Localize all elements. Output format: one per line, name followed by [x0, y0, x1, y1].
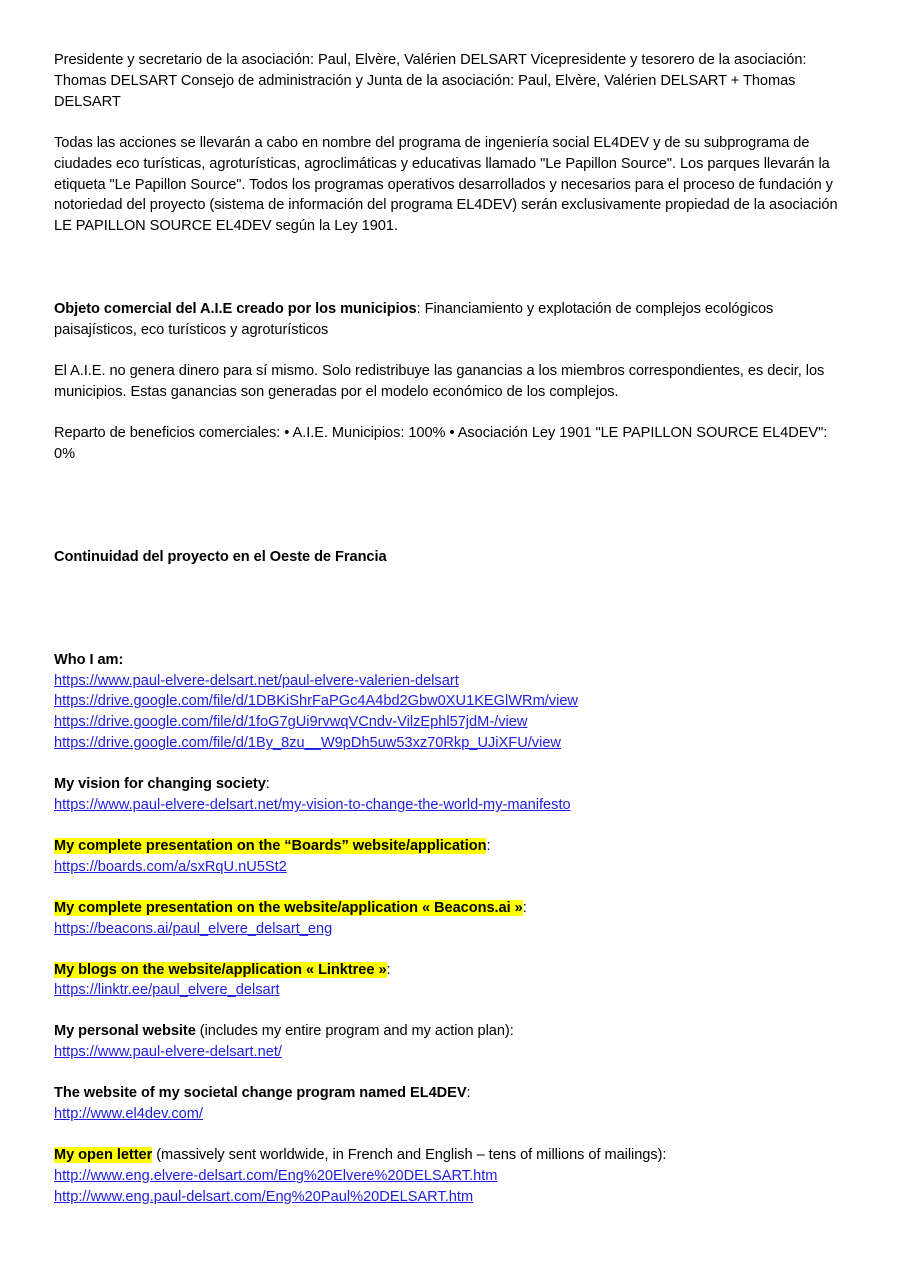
link-row [54, 733, 847, 754]
link-row [54, 919, 847, 940]
spacer [54, 403, 847, 423]
linktree-label: My blogs on the website/application « Linktree » [54, 961, 387, 978]
spacer [54, 568, 847, 630]
spacer [54, 878, 847, 898]
heading-personal-website [54, 1021, 847, 1042]
spacer [54, 940, 847, 960]
heading-boards [54, 836, 847, 857]
link-row [54, 1042, 847, 1063]
link-vision-0[interactable]: https://www.paul-elvere-delsart.net/my-vision-to-change-the-world-my-manifesto [54, 797, 571, 814]
vision-label: My vision for changing society [54, 776, 266, 793]
link-el4dev-website-0[interactable]: http://www.el4dev.com/ [54, 1106, 203, 1123]
link-personal-website-0[interactable]: https://www.paul-elvere-delsart.net/ [54, 1044, 282, 1061]
vision-suffix: : [265, 776, 270, 793]
link-who-i-am-2[interactable]: https://drive.google.com/file/d/1foG7gUi9rvwqVCndv-VilzEphl57jdM-/view [54, 714, 528, 731]
heading-who-i-am: Who I am: [54, 651, 124, 668]
link-row [54, 691, 847, 712]
open-letter-label: My open letter [54, 1147, 153, 1163]
link-open-letter-0[interactable]: http://www.eng.elvere-delsart.com/Eng%20Elvere%20DELSART.htm [54, 1167, 498, 1184]
spacer [54, 1125, 847, 1145]
boards-suffix: : [486, 837, 491, 854]
commercial-object-text: : Financiamiento y explotación de complejos ecológicos paisajísticos, eco turísticos y agroturísticos [54, 301, 774, 339]
spacer [54, 465, 847, 527]
link-open-letter-1[interactable]: http://www.eng.paul-delsart.com/Eng%20Paul%20DELSART.htm [54, 1188, 474, 1205]
link-boards-0[interactable]: https://boards.com/a/sxRqU.nU5St2 [54, 858, 287, 875]
boards-label: My complete presentation on the “Boards” website/application [54, 837, 487, 854]
document-content [54, 50, 847, 1208]
commercial-object-label: Objeto comercial del A.I.E creado por los municipios [54, 301, 417, 318]
spacer [54, 527, 847, 547]
el4dev-website-label: The website of my societal change program named EL4DEV [54, 1085, 467, 1102]
paragraph-actions: Todas las acciones se llevarán a cabo en nombre del programa de ingeniería social EL4DEV y de su subprograma de ciudades eco turísticas, agroturísticas, agroclimáticas y educativas llamado "Le Papillon Source". Los parques llevarán la etiqueta "Le Papillon Source". Todos los programas operativos desarrollados y necesarios para el proceso de fundación y notoriedad del proyecto (sistema de información del programa EL4DEV) serán exclusivamente propiedad de la asociación LE PAPILLON SOURCE EL4DEV según la Ley 1901. [54, 134, 838, 235]
link-row [54, 1166, 847, 1187]
paragraph-officers: Presidente y secretario de la asociación: Paul, Elvère, Valérien DELSART Vicepresidente y tesorero de la asociación: Thomas DELSART Consejo de administración y Junta de la asociación: Paul, Elvère, Valérien DELSART + Thomas DELSART [54, 52, 807, 110]
heading-continuity: Continuidad del proyecto en el Oeste de Francia [54, 548, 387, 565]
paragraph-commercial-object [54, 299, 847, 341]
beacons-suffix: : [522, 899, 527, 916]
spacer [54, 341, 847, 361]
heading-open-letter [54, 1145, 847, 1166]
spacer [54, 1001, 847, 1021]
link-who-i-am-3[interactable]: https://drive.google.com/file/d/1By_8zu__W9pDh5uw53xz70Rkp_UJiXFU/view [54, 735, 561, 752]
heading-el4dev-website [54, 1083, 847, 1104]
spacer [54, 1063, 847, 1083]
link-row [54, 1104, 847, 1125]
link-beacons-0[interactable]: https://beacons.ai/paul_elvere_delsart_eng [54, 920, 333, 937]
personal-website-label: My personal website [54, 1023, 196, 1040]
paragraph-aie-money: El A.I.E. no genera dinero para sí mismo. Solo redistribuye las ganancias a los miembros correspondientes, es decir, los municipios. Estas ganancias son generadas por el modelo económico de los complejos. [54, 363, 825, 400]
spacer [54, 754, 847, 774]
link-row [54, 795, 847, 816]
paragraph-profit-sharing: Reparto de beneficios comerciales: • A.I.E. Municipios: 100% • Asociación Ley 1901 "LE PAPILLON SOURCE EL4DEV": 0% [54, 424, 828, 462]
link-row [54, 671, 847, 692]
link-who-i-am-0[interactable]: https://www.paul-elvere-delsart.net/paul-elvere-valerien-delsart [54, 672, 459, 689]
heading-beacons [54, 898, 847, 919]
heading-vision [54, 774, 847, 795]
open-letter-suffix: (massively sent worldwide, in French and English – tens of millions of mailings): [152, 1147, 667, 1163]
linktree-suffix: : [386, 961, 391, 978]
link-linktree-0[interactable]: https://linktr.ee/paul_elvere_delsart [54, 982, 280, 999]
spacer [54, 113, 847, 133]
link-row [54, 980, 847, 1001]
heading-linktree [54, 960, 847, 981]
personal-website-suffix: (includes my entire program and my action plan): [195, 1023, 514, 1040]
link-row [54, 712, 847, 733]
link-row [54, 1187, 847, 1208]
spacer [54, 237, 847, 299]
spacer [54, 630, 847, 650]
link-who-i-am-1[interactable]: https://drive.google.com/file/d/1DBKiShrFaPGc4A4bd2Gbw0XU1KEGlWRm/view [54, 693, 578, 710]
spacer [54, 816, 847, 836]
link-row [54, 857, 847, 878]
el4dev-website-suffix: : [466, 1085, 471, 1102]
beacons-label: My complete presentation on the website/application « Beacons.ai » [54, 899, 523, 916]
